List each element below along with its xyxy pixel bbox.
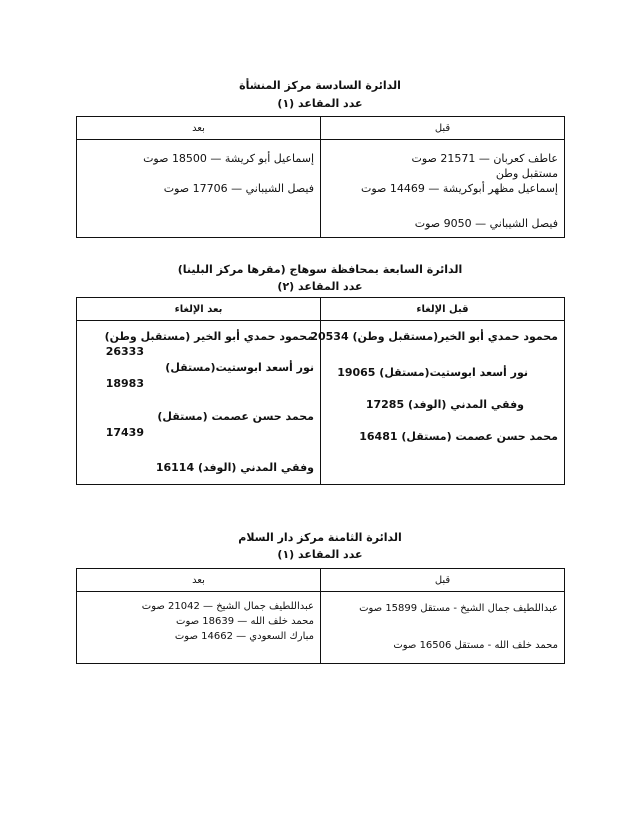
section3-after-line: محمد خلف الله — 18639 صوت [176, 616, 314, 627]
section3-title: الدائرة الثامنة مركز دار السلام [238, 531, 402, 544]
section2-seats: عدد المقاعد (٢) [277, 280, 363, 293]
section3-seats: عدد المقاعد (١) [277, 548, 363, 561]
section1-before-line: عاطف كعربان — 21571 صوت [411, 152, 558, 165]
section1-before-line: إسماعيل مظهر أبوكريشة — 14469 صوت [361, 182, 558, 195]
section2-after-line: محمود حمدي أبو الخير (مستقبل وطن) [104, 330, 314, 343]
section1-title: الدائرة السادسة مركز المنشأة [239, 79, 401, 92]
section2-title: الدائرة السابعة بمحافظة سوهاج (مقرها مركز البلينا) [177, 263, 463, 276]
section1-before-line: مستقبل وطن [495, 167, 558, 180]
section3-col-after: بعد [77, 569, 321, 592]
section2-after-line: محمد حسن عصمت (مستقل) [157, 410, 314, 423]
section3-before-cell [321, 592, 565, 664]
section1-after-line: إسماعيل أبو كريشة — 18500 صوت [143, 152, 314, 165]
section1-after-line: فيصل الشيباني — 17706 صوت [163, 182, 314, 195]
section1-col-after: بعد [77, 117, 321, 140]
section2-after-line: 26333 [105, 345, 144, 358]
section3-col-before: قبل [321, 569, 565, 592]
section2-before-cell [310, 321, 565, 485]
section2-before-line: محمود حمدي أبو الخير(مستقبل وطن) 20534 [310, 330, 558, 343]
section2-before-line: محمد حسن عصمت (مستقل) 16481 [359, 430, 558, 443]
section1-col-before: قبل [321, 117, 565, 140]
section3-before-line: محمد خلف الله - مستقل 16506 صوت [393, 640, 558, 651]
section1-before-line: فيصل الشيباني — 9050 صوت [414, 217, 558, 230]
section2-table [76, 297, 565, 485]
section2-after-line: نور أسعد ابوستيت(مستقل) [165, 361, 314, 374]
section3-after-line: مبارك السعودي — 14662 صوت [174, 631, 314, 642]
section2-after-line: 17439 [105, 426, 144, 439]
section3-before-line: عبداللطيف جمال الشيخ - مستقل 15899 صوت [359, 603, 558, 614]
section2-col-after: بعد الإلغاء [77, 298, 321, 321]
section2-before-line: نور أسعد ابوستيت(مستقل) 19065 [337, 366, 528, 379]
section1-table [76, 116, 565, 238]
section1-before-cell [321, 140, 565, 238]
section3-after-cell [77, 592, 321, 664]
section1-seats: عدد المقاعد (١) [277, 97, 363, 110]
section3-after-line: عبداللطيف جمال الشيخ — 21042 صوت [141, 601, 314, 612]
section2-after-line: وفقي المدني (الوفد) 16114 [155, 461, 314, 474]
section2-after-line: 18983 [105, 377, 144, 390]
section1-after-cell [77, 140, 321, 238]
section2-after-cell [77, 321, 321, 485]
section2-before-line: وفقي المدني (الوفد) 17285 [365, 398, 524, 411]
section3-table [76, 568, 565, 664]
section2-col-before: قبل الإلغاء [321, 298, 565, 321]
